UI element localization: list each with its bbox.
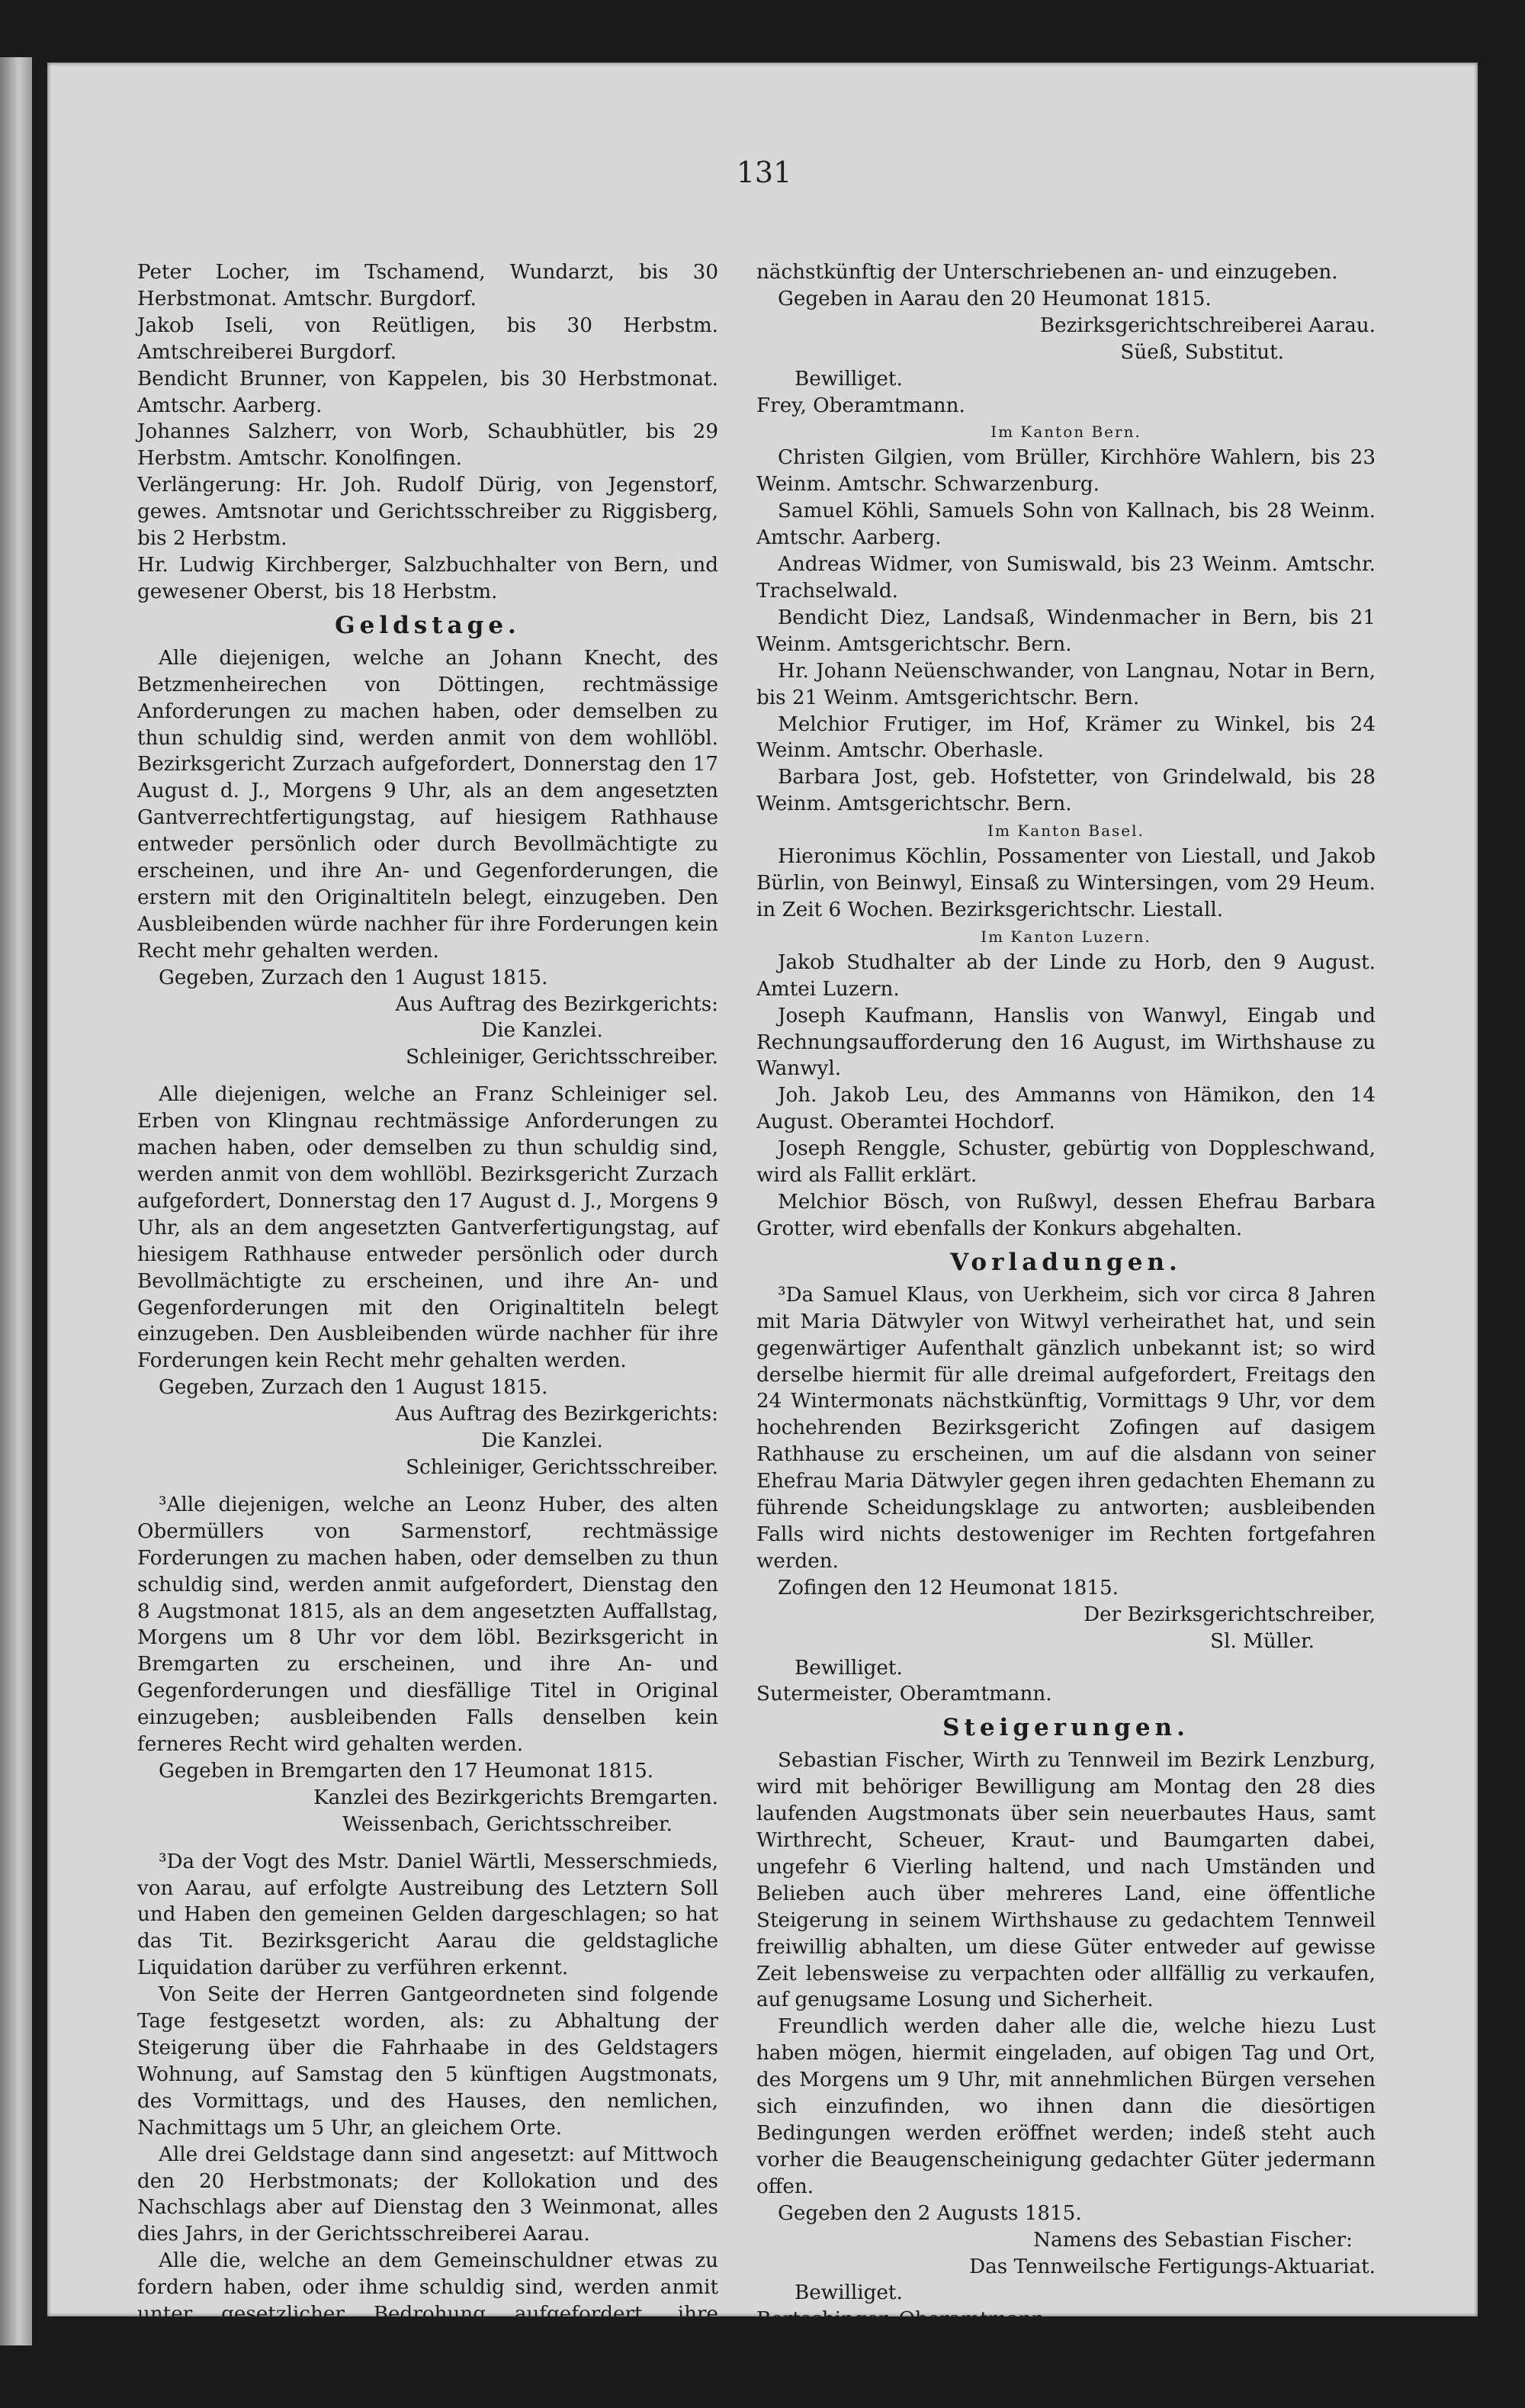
subheading-basel: Im Kanton Basel. xyxy=(987,821,1145,841)
approval-official: Sutermeister, Oberamtmann. xyxy=(756,1683,1052,1706)
list-item: Johannes Salzherr, von Worb, Schaubhütler, bis 29 Herbstm. Amtschr. Konolfingen. xyxy=(137,420,718,471)
notice-body: Freundlich werden daher alle die, welche hiezu Lust haben mögen, hiermit eingeladen, auf obigen Tag und Ort, des Morgens um 9 Uhr, mit annehmlichen Bürgen versehen sich einzufinden, wo ihnen dann die diesörtigen Bedingungen werden eröffnet werden; indeß steht auch vorher die Beaugenscheinigung gedachter Güter jedermann offen. xyxy=(756,2015,1376,2198)
notice-date: Gegeben den 2 Augusts 1815. xyxy=(778,2201,1082,2225)
subheading-bern: Im Kanton Bern. xyxy=(990,423,1141,442)
notice-signature: Die Kanzlei. xyxy=(481,1429,603,1453)
section-heading-geldstage: Geldstage. xyxy=(335,611,521,639)
notice-body: Alle diejenigen, welche an Franz Schleiniger sel. Erben von Klingnau rechtmässige Anforderungen zu machen haben, oder demselben zu thun schuldig sind, werden anmit von dem wohllöbl. Bezirksgericht Zurzach aufgefordert, Donnerstag den 17 August d. J., Morgens 9 Uhr, als an dem angesetzten Gantverfertigungstag, auf hiesigem Rathhause entweder persönlich oder durch Bevollmächtigte zu erscheinen, und ihre An- und Gegenforderungen mit den Originaltiteln belegt einzugeben. Den Ausbleibenden würde nachher für ihre Forderungen kein Recht mehr gehalten werden. xyxy=(137,1083,718,1373)
notice-date: Gegeben in Bremgarten den 17 Heumonat 1815. xyxy=(159,1759,654,1783)
list-item: Joh. Jakob Leu, des Ammanns von Hämikon, den 14 August. Oberamtei Hochdorf. xyxy=(756,1084,1376,1134)
notice-signature: Schleiniger, Gerichtsschreiber. xyxy=(406,1455,718,1479)
notice-body: Alle diejenigen, welche an Johann Knecht, des Betzmenheirechen von Döttingen, rechtmässige Anforderungen zu machen haben, oder demselben zu thun schuldig sind, werden anmit von dem wohllöbl. Bezirksgericht Zurzach aufgefordert, Donnerstag den 17 August d. J., Morgens 9 Uhr, als an dem angesetzten Gantverrechtfertigungstag, auf hiesigem Rathhause entweder persönlich oder durch Bevollmächtigte zu erscheinen, und ihre An- und Gegenforderungen, die erstern mit den Originaltiteln belegt, einzugeben. Den Ausbleibenden würde nachher für ihre Forderungen kein Recht mehr gehalten werden. xyxy=(137,646,718,963)
notice-body: Alle drei Geldstage dann sind angesetzt: auf Mittwoch den 20 Herbstmonats; der Kollokation und des Nachschlags aber auf Dienstag den 3 Weinmonat, alles dies Jahrs, in der Gerichtsschreiberei Aarau. xyxy=(137,2143,718,2246)
list-item: Melchior Bösch, von Rußwyl, dessen Ehefrau Barbara Grotter, wird ebenfalls der Konkurs abgehalten. xyxy=(756,1191,1376,1240)
list-item: Verlängerung: Hr. Joh. Rudolf Dürig, von Jegenstorf, gewes. Amtsnotar und Gerichtsschreiber zu Riggisberg, bis 2 Herbstm. xyxy=(137,474,718,551)
notice-signature: Weissenbach, Gerichtsschreiber. xyxy=(342,1812,673,1836)
notice-date: Gegeben, Zurzach den 1 August 1815. xyxy=(159,1376,548,1400)
list-item: Hieronimus Köchlin, Possamenter von Liestall, und Jakob Bürlin, von Beinwyl, Einsaß zu Wintersingen, vom 29 Heum. in Zeit 6 Wochen. Bezirksgerichtschr. Liestall. xyxy=(756,845,1376,921)
left-column xyxy=(137,259,718,2408)
approval-official: Frey, Oberamtmann. xyxy=(756,394,965,417)
approval-label: Bewilliget. xyxy=(795,367,903,391)
notice-signature: Sl. Müller. xyxy=(1210,1629,1315,1653)
previous-page-edge xyxy=(0,57,32,2345)
notice-signature: Schleiniger, Gerichtsschreiber. xyxy=(406,1046,718,1069)
list-item: Andreas Widmer, von Sumiswald, bis 23 Weinm. Amtschr. Trachselwald. xyxy=(756,553,1376,603)
notice-date: Gegeben, Zurzach den 1 August 1815. xyxy=(159,966,548,989)
notice-signature: Der Bezirksgerichtschreiber, xyxy=(1084,1603,1376,1626)
notice-body: Von Seite der Herren Gantgeordneten sind folgende Tage festgesetzt worden, als: zu Abhaltung der Steigerung über die Fahrhaabe in des Geldstagers Wohnung, auf Samstag den 5 künftigen Augstmonats, des Vormittags, und des Hauses, den nemlichen, Nachmittags um 5 Uhr, an gleichem Orte. xyxy=(137,1983,718,2140)
notice-signature: Bezirksgerichtschreiberei Aarau. xyxy=(1039,313,1376,337)
list-item: Jakob Studhalter ab der Linde zu Horb, den 9 August. Amtei Luzern. xyxy=(756,950,1376,1001)
list-item: Samuel Köhli, Samuels Sohn von Kallnach, bis 28 Weinm. Amtschr. Aarberg. xyxy=(756,500,1376,550)
notice-body: ³Da der Vogt des Mstr. Daniel Wärtli, Messerschmieds, von Aarau, auf erfolgte Austreibung des Letztern Soll und Haben den gemeinen Gelden dargeschlagen; so hat das Tit. Bezirksgericht Aarau die geldstagliche Liquidation darüber zu verführen erkennt. xyxy=(137,1850,718,1980)
notice-signature: Namens des Sebastian Fischer: xyxy=(1033,2228,1353,2252)
list-item: Hr. Johann Neüenschwander, von Langnau, Notar in Bern, bis 21 Weinm. Amtsgerichtschr. Bern. xyxy=(756,659,1376,709)
notice-body: ³Alle diejenigen, welche an Leonz Huber, des alten Obermüllers von Sarmenstorf, rechtmässige Forderungen zu machen haben, oder demselben zu thun schuldig sind, werden anmit aufgefordert, Dienstag den 8 Augstmonat 1815, als an dem angesetzten Auffallstag, Morgens um 8 Uhr vor dem löbl. Bezirksgericht in Bremgarten zu erscheinen, und ihre An- und Gegenforderungen und diesfällige Titel in Original einzugeben; ausbleibenden Falls denselben kein ferneres Recht wird gehalten werden. xyxy=(137,1493,718,1757)
list-item: Joseph Renggle, Schuster, gebürtig von Doppleschwand, wird als Fallit erklärt. xyxy=(756,1137,1376,1188)
list-item: Hr. Ludwig Kirchberger, Salzbuchhalter von Bern, und gewesener Oberst, bis 18 Herbstm. xyxy=(137,553,718,603)
approval-label: Bewilliget. xyxy=(795,2281,903,2305)
notice-date: Gegeben in Aarau den 20 Heumonat 1815. xyxy=(778,287,1212,310)
notice-date: Zofingen den 12 Heumonat 1815. xyxy=(778,1576,1119,1599)
notice-body: ³Da Samuel Klaus, von Uerkheim, sich vor circa 8 Jahren mit Maria Dätwyler von Witwyl verheirathet hat, und sein gegenwärtiger Aufenthalt gänzlich unbekannt ist; so wird derselbe hiermit für alle dreimal aufgefordert, Freitags den 24 Wintermonats nächstkünftig, Vormittags 9 Uhr, vor dem hochehrenden Bezirksgericht Zofingen auf dasigem Rathhause zu erscheinen, um auf die alsdann von seiner Ehefrau Maria Dätwyler gegen ihren gedachten Ehemann zu führende Scheidungsklage zu antworten; ausbleibenden Falls wird nichts destoweniger im Rechten fortgefahren werden. xyxy=(756,1283,1376,1573)
page-number: 131 xyxy=(736,156,792,189)
subheading-luzern: Im Kanton Luzern. xyxy=(981,927,1151,946)
list-item: Joseph Kaufmann, Hanslis von Wanwyl, Eingab und Rechnungsaufforderung den 16 August, im Wirthshause zu Wanwyl. xyxy=(756,1004,1376,1081)
notice-signature: Kanzlei des Bezirkgerichts Bremgarten. xyxy=(313,1786,718,1809)
notice-body: Sebastian Fischer, Wirth zu Tennweil im Bezirk Lenzburg, wird mit behöriger Bewilligung am Montag den 28 dies laufenden Augstmonats über sein neuerbautes Haus, samt Wirthrecht, Scheuer, Kraut- und Baumgarten dabei, ungefehr 6 Vierling haltend, und nach Umständen und Belieben auch über mehreres Land, eine öffentliche Steigerung in seinem Wirthshause zu gedachtem Tennweil freiwillig abhalten, um diese Güter entweder auf gewisse Zeit lebensweise zu verpachten oder allfällig zu verkaufen, auf genugsame Losung und Sicherheit. xyxy=(756,1749,1376,2012)
list-item: Christen Gilgien, vom Brüller, Kirchhöre Wahlern, bis 23 Weinm. Amtschr. Schwarzenburg. xyxy=(756,446,1376,497)
list-item: Bendicht Brunner, von Kappelen, bis 30 Herbstmonat. Amtschr. Aarberg. xyxy=(137,367,718,417)
section-heading-steigerungen: Steigerungen. xyxy=(942,1714,1190,1742)
list-item: Jakob Iseli, von Reütligen, bis 30 Herbstm. Amtschreiberei Burgdorf. xyxy=(137,313,718,364)
notice-body: Alle die, welche an dem Gemeinschuldner etwas zu fordern haben, oder ihme schuldig sind, werden anmit unter gesetzlicher Bedrohung aufgefordert, ihre Anforderungen und Schuldigkeiten schriftlich und wohl spezifizirt, erstere dann gut bescheiniget, bis und mit dem 20 Herbstmonat xyxy=(137,2249,718,2406)
approval-label: Bewilliget. xyxy=(795,1656,903,1680)
list-item: Peter Locher, im Tschamend, Wundarzt, bis 30 Herbstmonat. Amtschr. Burgdorf. xyxy=(137,261,718,310)
section-heading-vorladungen: Vorladungen. xyxy=(950,1248,1182,1276)
list-item: Melchior Frutiger, im Hof, Krämer zu Winkel, bis 24 Weinm. Amtschr. Oberhasle. xyxy=(756,712,1376,763)
notice-signature: Süeß, Substitut. xyxy=(1120,340,1284,364)
list-item: Barbara Jost, geb. Hofstetter, von Grindelwald, bis 28 Weinm. Amtsgerichtschr. Bern. xyxy=(756,766,1376,816)
list-item: Bendicht Diez, Landsaß, Windenmacher in Bern, bis 21 Weinm. Amtsgerichtschr. Bern. xyxy=(756,606,1376,656)
notice-signature: Aus Auftrag des Bezirkgerichts: xyxy=(395,992,718,1016)
notice-signature: Aus Auftrag des Bezirkgerichts: xyxy=(395,1403,718,1426)
notice-continuation: nächstkünftig der Unterschriebenen an- und einzugeben. xyxy=(756,261,1338,284)
approval-official: Bertschinger, Oberamtmann. xyxy=(756,2308,1051,2332)
right-column xyxy=(756,259,1376,2333)
notice-signature: Das Tennweilsche Fertigungs-Aktuariat. xyxy=(969,2255,1376,2278)
notice-signature: Die Kanzlei. xyxy=(481,1019,603,1043)
newspaper-page xyxy=(47,63,1478,2406)
